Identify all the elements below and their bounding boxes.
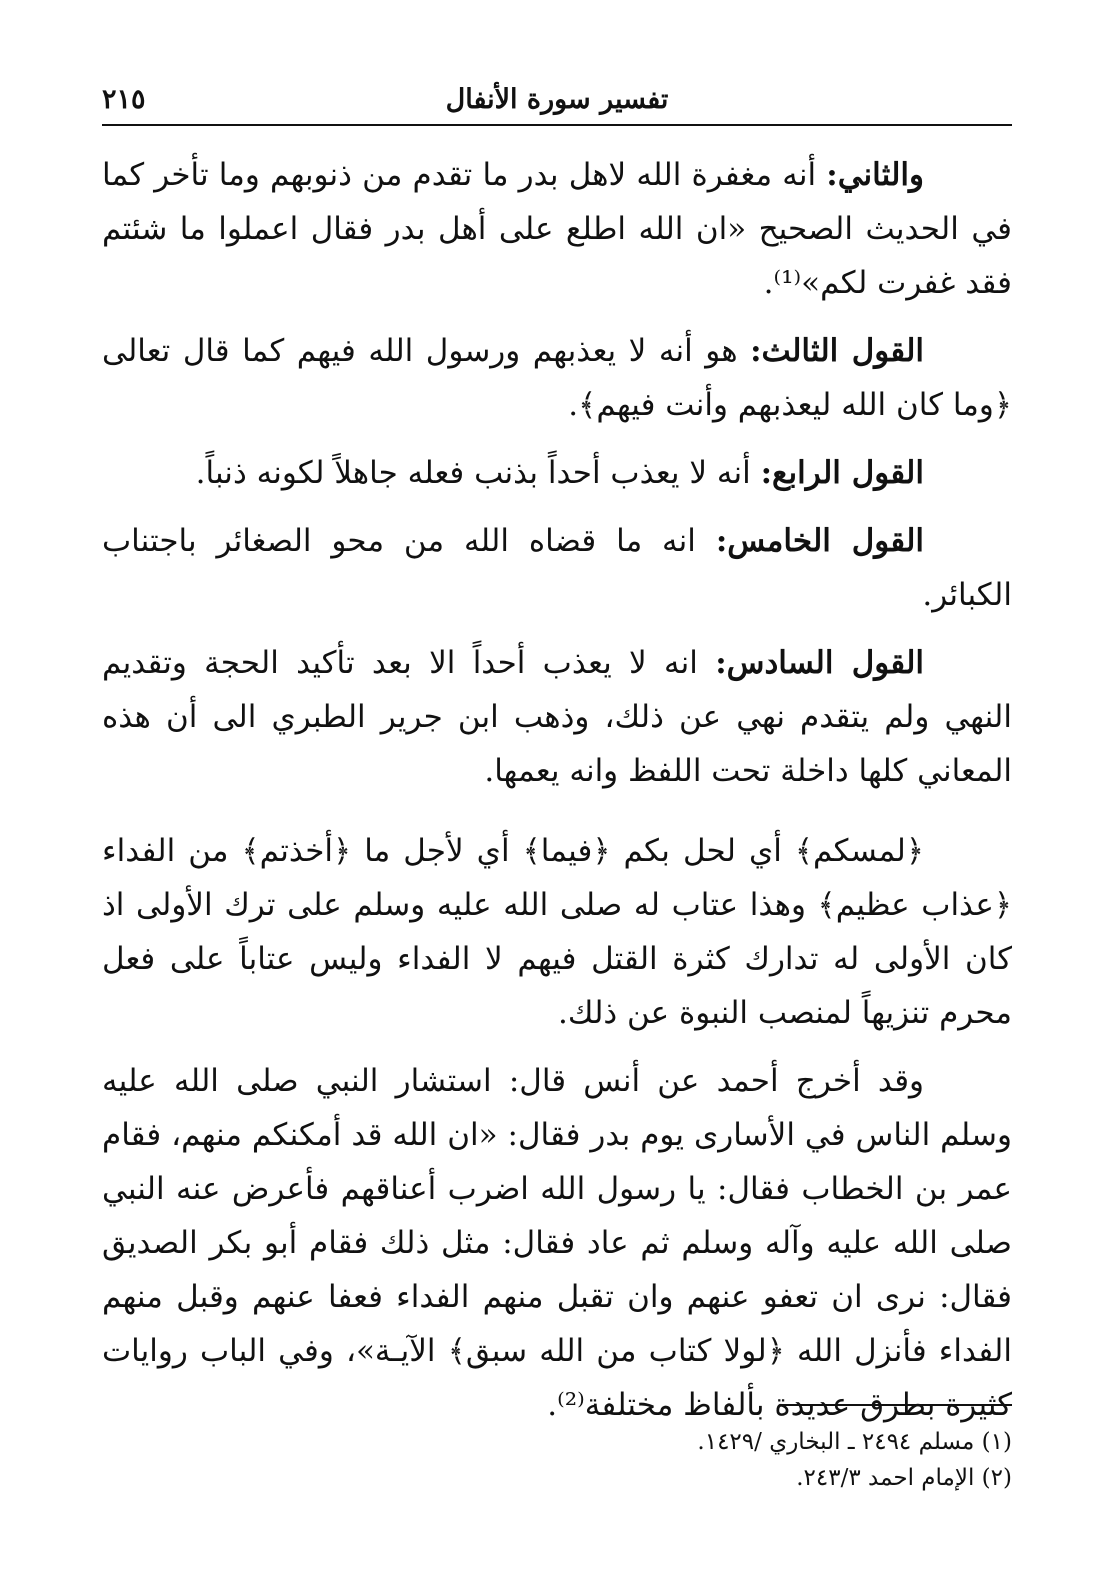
- paragraph-fourth-opinion: [102, 446, 1012, 500]
- footnote-1: (١) مسلم ٢٤٩٤ ـ البخاري /١٤٢٩.: [697, 1429, 1012, 1455]
- paragraph-commentary: [102, 824, 1012, 1040]
- paragraph-lead: القول الثالث:: [750, 333, 925, 369]
- page-header: [102, 78, 1012, 126]
- paragraph-fifth-opinion: [102, 514, 1012, 622]
- running-title: تفسير سورة الأنفال: [445, 84, 669, 115]
- paragraph-text: انه ما قضاه الله من محو الصغائر باجتناب الكبائر.: [102, 523, 1012, 613]
- paragraph-lead: القول الخامس:: [715, 523, 924, 559]
- paragraph-lead: القول الرابع:: [760, 455, 924, 491]
- paragraph-text: أنه لا يعذب أحداً بذنب فعله جاهلاً لكونه ذنباً.: [195, 455, 761, 491]
- paragraph-text: وقد أخرج أحمد عن أنس قال: استشار النبي صلى الله عليه وسلم الناس في الأسارى يوم بدر فقال: «ان الله قد أمكنكم منهم، فقام عمر بن الخطاب فقال: يا رسول الله اضرب أعناقهم فأعرض عنه النبي صلى الله عليه وآله وسلم ثم عاد فقال: مثل ذلك فقام أبو بكر الصديق فقال: نرى ان تعفو عنهم وان تقبل منهم الفداء فعفا عنهم وقبل منهم الفداء فأنزل الله ﴿لولا كتاب من الله سبق﴾ الآيـة»، وفي الباب روايات كثيرة بطرق عديدة بألفاظ مختلفة⁽²⁾.: [102, 1063, 1012, 1423]
- paragraph-sixth-opinion: [102, 636, 1012, 798]
- page-number: ٢١٥: [102, 84, 146, 115]
- footnote-divider: [782, 1404, 1012, 1406]
- page-body: [102, 148, 1012, 1446]
- paragraph-second-opinion: [102, 148, 1012, 310]
- footnote-2: (٢) الإمام احمد ٢٤٣/٣.: [796, 1465, 1012, 1491]
- paragraph-text: انه لا يعذب أحداً الا بعد تأكيد الحجة وتقديم النهي ولم يتقدم نهي عن ذلك، وذهب ابن جرير الطبري الى أن هذه المعاني كلها داخلة تحت اللفظ وانه يعمها.: [102, 645, 1012, 789]
- paragraph-hadith-narration: [102, 1054, 1012, 1432]
- paragraph-text: هو أنه لا يعذبهم ورسول الله فيهم كما قال تعالى ﴿وما كان الله ليعذبهم وأنت فيهم﴾.: [102, 333, 1012, 423]
- paragraph-third-opinion: [102, 324, 1012, 432]
- paragraph-text: ﴿لمسكم﴾ أي لحل بكم ﴿فيما﴾ أي لأجل ما ﴿أخذتم﴾ من الفداء ﴿عذاب عظيم﴾ وهذا عتاب له صلى الله عليه وسلم على ترك الأولى اذ كان الأولى له تدارك كثرة القتل فيهم لا الفداء وليس عتاباً على فعل محرم تنزيهاً لمنصب النبوة عن ذلك.: [102, 833, 1012, 1031]
- paragraph-text: أنه مغفرة الله لاهل بدر ما تقدم من ذنوبهم وما تأخر كما في الحديث الصحيح «ان الله اطلع على أهل بدر فقال اعملوا ما شئتم فقد غفرت لكم»⁽¹⁾.: [102, 157, 1012, 301]
- footnote-list: [102, 1424, 1012, 1496]
- paragraph-lead: والثاني:: [826, 157, 924, 193]
- paragraph-lead: القول السادس:: [715, 645, 924, 681]
